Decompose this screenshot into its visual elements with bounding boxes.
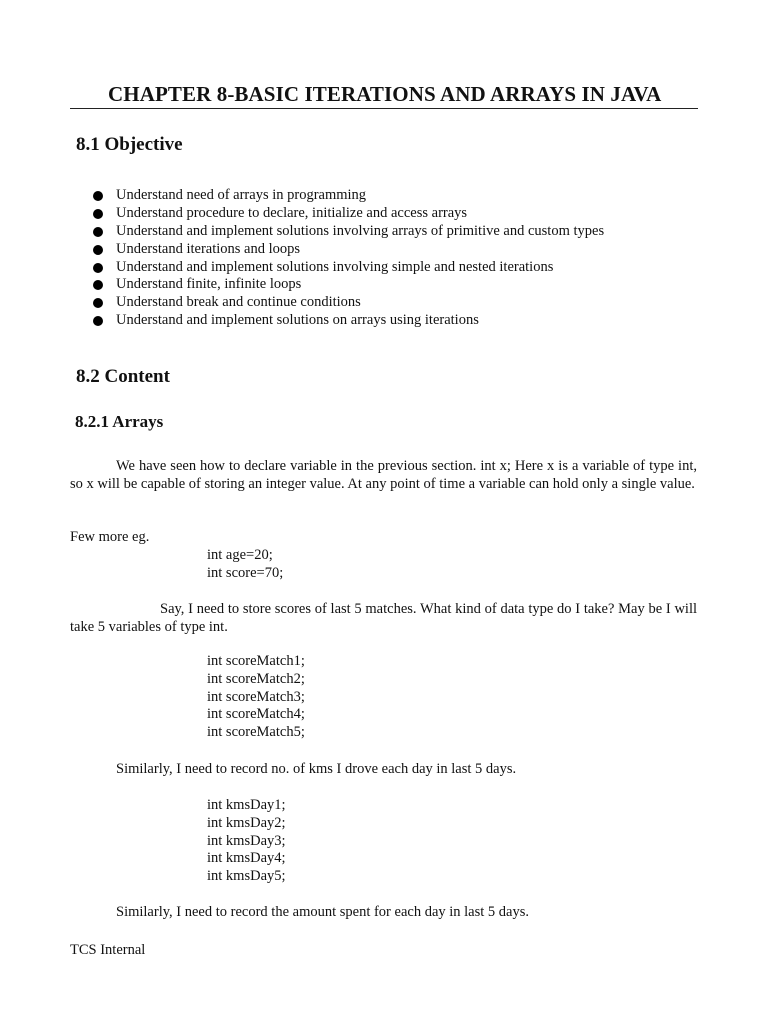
code-line: int scoreMatch4; xyxy=(207,706,305,723)
chapter-title: CHAPTER 8-BASIC ITERATIONS AND ARRAYS IN JAVA xyxy=(108,82,662,106)
paragraph-kms: Similarly, I need to record no. of kms I drove each day in last 5 days. xyxy=(116,761,517,777)
objective-heading: 8.1 Objective xyxy=(76,134,183,155)
bullet-icon xyxy=(93,191,103,201)
bullet-icon xyxy=(93,316,103,326)
code-block-kms xyxy=(207,797,286,886)
code-block-examples xyxy=(207,547,283,583)
code-line: int kmsDay1; xyxy=(207,797,286,813)
code-line: int kmsDay5; xyxy=(207,868,286,885)
code-line: int scoreMatch1; xyxy=(207,653,305,669)
title-underline xyxy=(70,108,698,109)
bullet-icon xyxy=(93,209,103,219)
paragraph-intro: We have seen how to declare variable in the previous section. int x; Here x is a variable of type int, so x will be capable of storing an integer value. At any point of time a variable can hold only a single value. xyxy=(70,458,697,492)
footer-label: TCS Internal xyxy=(70,942,146,958)
bullet-icon xyxy=(93,298,103,308)
code-line: int age=20; xyxy=(207,547,273,563)
bullet-icon xyxy=(93,263,103,273)
code-line: int kmsDay3; xyxy=(207,832,286,849)
bullet-icon xyxy=(93,280,103,290)
bullet-icon xyxy=(93,245,103,255)
bullet-icon xyxy=(93,227,103,237)
paragraph-amount: Similarly, I need to record the amount spent for each day in last 5 days. xyxy=(116,904,529,920)
paragraph-scores: Say, I need to store scores of last 5 matches. What kind of data type do I take? May be I will take 5 variables of type int. xyxy=(70,601,697,635)
paragraph-few-more: Few more eg. xyxy=(70,529,150,545)
arrays-heading: 8.2.1 Arrays xyxy=(75,412,164,431)
code-line: int scoreMatch5; xyxy=(207,724,305,741)
code-line: int kmsDay4; xyxy=(207,850,286,867)
code-line: int kmsDay2; xyxy=(207,814,286,831)
document-page: CHAPTER 8-BASIC ITERATIONS AND ARRAYS IN JAVA 8.1 Objective Understand need of arrays in programming Understand procedure to declare, initialize and access arrays Understand and implement solutions involving arrays of primitive and custom types Understand iterations and loops Understand and implement solutions involving simple and nested iterations Understand finite, infinite loops Understand break and continue conditions Understand and implement solutions on arrays using iterations 8.2 Content 8.2.1 Arrays We have seen how to declare variable in the previous section. int x; Here x is a variable of type int, so x will be capable of storing an integer value. At any point of time a variable can hold only a single value. Few more eg. int age=20; int score=70; Say, I need to store scores of last 5 matches. What kind of data type do I take? May be I will take 5 variables of type int. int scoreMatch1; int scoreMatch2; int scoreMatch3; int scoreMatch4; int scoreMatch5; Similarly, I need to record no. of kms I drove each day in last 5 days. int kmsDay1; int kmsDay2; int kmsDay3; int kmsDay4; int kmsDay5; Similarly, I need to record the amount spent for each day in last 5 days. TCS Internal xyxy=(70,82,697,958)
code-block-scores xyxy=(207,653,305,742)
code-line: int score=70; xyxy=(207,564,284,581)
content-heading: 8.2 Content xyxy=(76,366,170,387)
code-line: int scoreMatch2; xyxy=(207,670,305,687)
code-line: int scoreMatch3; xyxy=(207,688,305,705)
